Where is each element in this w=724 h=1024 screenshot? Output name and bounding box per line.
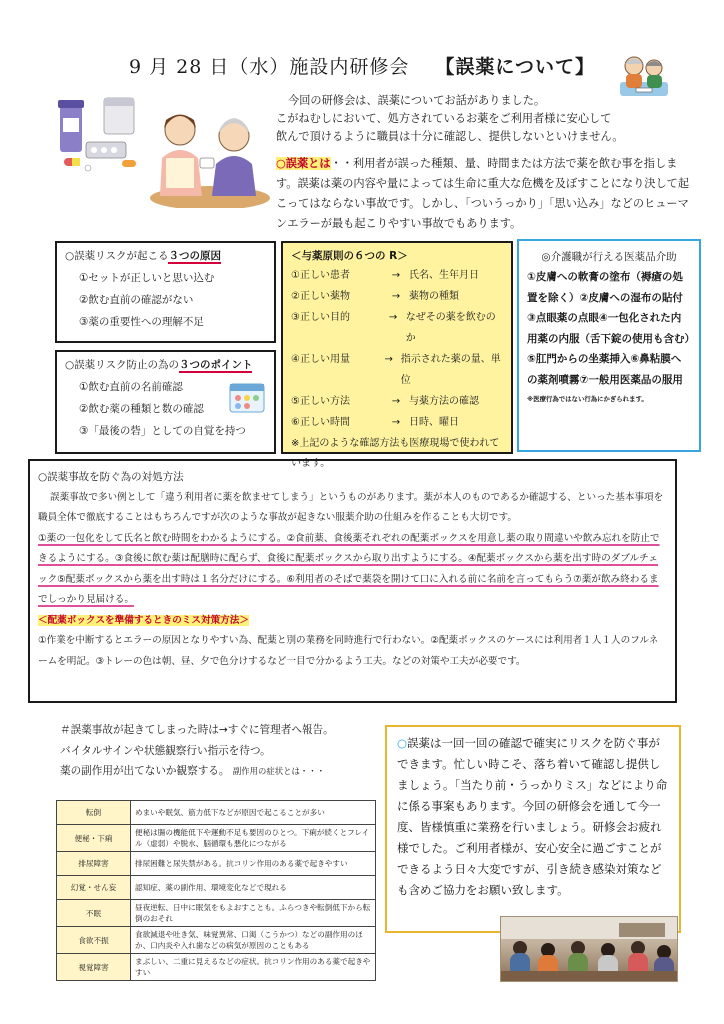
definition-paragraph: [276, 154, 696, 234]
table-row: 食欲不振 食欲減退や吐き気、味覚異常、口渇（こうかつ）などの副作用のほか、口内炎や入れ歯などの病気が原因のこともある: [57, 927, 376, 954]
prevention-prefix: ○誤薬リスク防止の為の: [65, 359, 179, 371]
measures-para-1: 誤薬事故で多い例として「違う利用者に薬を飲ませてしまう」というものがあります。薬が本人のものであるか確認する、といった基本事項を職員全体で徹底することはもちろんですが次のような事故が起きない服薬介助の仕組みを作ることも大切です。: [38, 491, 664, 523]
causes-list: [65, 267, 266, 333]
intro-line-1: 今回の研修会は、誤薬についてお話がありました。: [288, 94, 546, 107]
measures-sub-heading: ＜配薬ボックスを準備するときのミス対策方法＞: [38, 614, 249, 626]
measures-para-3: ①作業を中断するとエラーの原因となりやすい為、配薬と別の業務を同時進行で行わない。②配薬ボックスのケースには利用者１人１人のフルネームを明記。③トレーの色は朝、昼、夕で色分けするなど一目で分かるよう工夫。などの対策や工夫が必要です。: [38, 635, 659, 667]
intro-line-2: こがねむしにおいて、処方されているお薬をご利用者様に安心して: [276, 112, 612, 125]
list-item: ①飲む直前の名前確認: [79, 381, 183, 393]
care-heading: ◎介護職が行える医薬品介助: [541, 251, 677, 263]
table-row: 排尿障害 排尿困難と尿失禁がある。抗コリン作用のある薬で起きやすい: [57, 852, 376, 876]
table-row: 不眠 昼夜逆転、日中に眠気をもよおすことも。ふらつきや転倒低下から転倒のおそれ: [57, 900, 376, 927]
side-effect-table: [56, 800, 376, 981]
list-item: ③薬の重要性への理解不足: [79, 316, 204, 328]
care-footnote: ※医療行為ではない行為にかぎられます。: [527, 395, 648, 403]
six-r-row: ④正しい用量 → 指示された薬の量、単位: [291, 354, 501, 386]
care-text: ①皮膚への軟膏の塗布（褥瘡の処置を除く）②皮膚への湿布の貼付③点眼薬の点眼④一包化された内用薬の内服（舌下錠の使用も含む）⑤肛門からの坐薬挿入⑥鼻粘膜への薬剤噴霧⑦一般用医薬品の服用: [527, 271, 690, 386]
title-date: 9 月 28 日（水）施設内研修会: [128, 56, 410, 78]
six-r-box: [281, 241, 513, 469]
title-topic: 【誤薬について】: [435, 56, 595, 78]
six-r-row: ③正しい目的 → なぜその薬を飲むのか: [291, 312, 496, 344]
six-r-note: ※上記のような確認方法も医療現場で使われています。: [291, 438, 500, 469]
six-r-row: ⑤正しい方法 → 与薬方法の確認: [291, 396, 479, 407]
table-row: 便秘・下痢 便秘は腸の機能低下や運動不足も要因のひとつ。下痢が続くとフレイル（虚弱）や脱水、脳循環も悪化につながる: [57, 825, 376, 852]
list-item: ①セットが正しいと思い込む: [79, 272, 215, 284]
after-note-line-1: ＃誤薬事故が起きてしまった時は→すぐに管理者へ報告。: [60, 724, 334, 736]
intro-line-3: 飲んで頂けるように職員は十分に確認し、提供しないといけません。: [276, 130, 624, 143]
definition-text-first: ・・利用者が誤った種類、量、時間または方法で薬を飲む事を: [330, 157, 644, 170]
definition-label: ○誤薬とは: [276, 157, 331, 170]
measures-heading: ○誤薬事故を防ぐ為の対処方法: [38, 471, 184, 483]
table-row: 視覚障害 まぶしい、二重に見えるなどの症状。抗コリン作用のある薬で起きやすい: [57, 954, 376, 981]
six-r-row: ⑥正しい時間 → 日時、曜日: [291, 417, 459, 428]
table-row: 幻覚・せん妄 認知症、薬の副作用、環境変化などで現れる: [57, 876, 376, 900]
prevention-heading: [65, 357, 266, 372]
prevention-box: [55, 350, 276, 454]
measures-para-2: ①薬の一包化をして氏名と飲む時間をわかるようにする。②食前薬、食後薬それぞれの配薬ボックスを用意し薬の取り間違いや飲み忘れを防止できるようにする。③食後に飲む薬は配膳時に配らず、食後に配薬ボックスから取り出すようにする。④配薬ボックスから薬を出す時のダブルチェック⑤配薬ボックスから薬を出す時は１名分だけにする。⑥利用者のそばで薬袋を開けて口に入れる前に名前を言ってもらう⑦薬が飲み終わるまでしっかり見届ける。: [38, 532, 660, 605]
intro-text: [276, 92, 696, 146]
causes-heading: [65, 248, 266, 263]
care-box: [517, 239, 701, 452]
causes-box: [55, 241, 276, 343]
after-note-line-3: 薬の副作用が出てないか観察する。 副作用の症状とは・・・: [60, 765, 325, 777]
prevention-highlight: ３つのポイント: [178, 359, 253, 371]
training-photo: [500, 916, 678, 982]
measures-box: [28, 459, 677, 703]
six-r-heading: ＜与薬原則の６つの R＞: [291, 250, 408, 262]
pill-calendar-icon: [228, 380, 268, 416]
closing-box: [385, 725, 681, 933]
definition-text-rest: 指します。誤薬は薬の内容や量によっては生命に重大な危機を及ぼすことになり決して起こってはならない事故です。しかし、「ついうっかり」「思い込み」などのヒューマンエラーが最も起こりやすい事故でもあります。: [276, 157, 690, 230]
table-row: 転倒 めまいや眠気、筋力低下などが原因で起こることが多い: [57, 801, 376, 825]
caregiver-illustration: [146, 100, 274, 208]
after-incident-note: [60, 720, 380, 782]
closing-text: 誤薬は一回一回の確認で確実にリスクを防ぐ事ができます。忙しい時こそ、落ち着いて確認し提供しましょう。「当たり前・うっかりミス」などにより命に係る事案もあります。今回の研修会を通して今一度、皆様慎重に業務を行いましょう。研修会お疲れ様でした。ご利用者様が、安心安全に過ごすことができるよう日々大変ですが、引き続き感染対策なども含めご協力をお願い致します。: [397, 736, 668, 897]
causes-highlight: ３つの原因: [168, 250, 221, 262]
list-item: ②飲む薬の種類と数の確認: [79, 403, 204, 415]
six-r-row: ①正しい患者 → 氏名、生年月日: [291, 270, 479, 281]
pill-bottles-icon: [56, 94, 144, 174]
causes-prefix: ○誤薬リスクが起こる: [65, 250, 169, 262]
list-item: ③「最後の砦」としての自覚を持つ: [79, 425, 246, 437]
six-r-row: ②正しい薬物 → 薬物の種類: [291, 291, 459, 302]
list-item: ②飲む直前の確認がない: [79, 294, 194, 306]
after-note-line-2: バイタルサインや状態観察行い指示を待つ。: [60, 744, 271, 757]
closing-mark: ○: [397, 736, 408, 750]
